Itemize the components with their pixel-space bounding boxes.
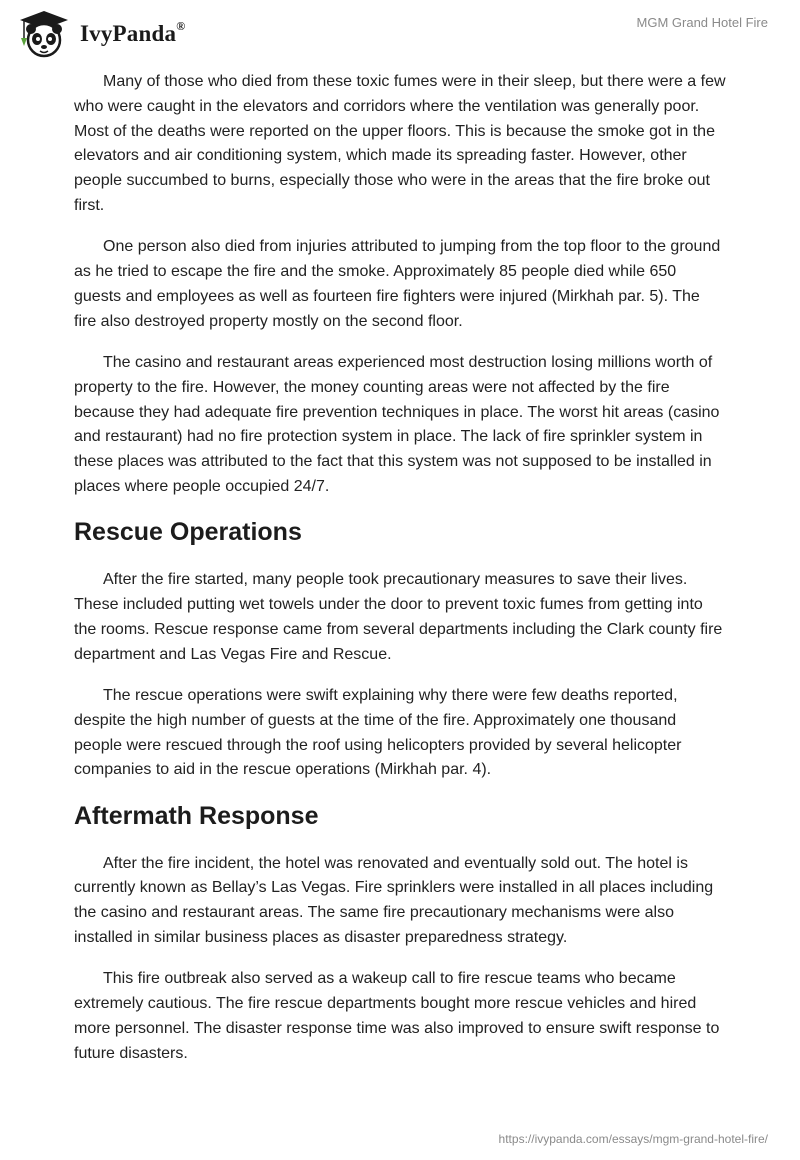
- paragraph: Many of those who died from these toxic fumes were in their sleep, but there were a few who were caught in the elevators and corridors where the ventilation was generally poor. Most of the deaths were reported on the upper floors. This is because the smoke got in the elevators and air conditioning system, which made its spreading faster. However, other people succumbed to burns, especially those who were in the areas that the fire broke out first.: [74, 73, 726, 214]
- document-title: MGM Grand Hotel Fire: [636, 15, 768, 30]
- paragraph: One person also died from injuries attributed to jumping from the top floor to the ground as he tried to escape the fire and the smoke. Approximately 85 people died while 650 guests and employees as well as fourteen fire fighters were injured (Mirkhah par. 5). The fire also destroyed property mostly on the second floor.: [74, 238, 721, 330]
- paragraph: The rescue operations were swift explaining why there were few deaths reported, despite the high number of guests at the time of the fire. Approximately one thousand people were rescued through the roof using helicopters provided by several helicopter companies to aid in the rescue operations (Mirkhah par. 4).: [74, 686, 682, 779]
- brand-name-text: IvyPanda: [80, 21, 177, 46]
- paragraph: After the fire started, many people took precautionary measures to save their lives. These included putting wet towels under the door to prevent toxic fumes from getting into the rooms. Rescue response came from several departments including the Clark county fire department and Las Vegas Fire and Rescue.: [74, 571, 723, 663]
- ivypanda-logo[interactable]: [14, 8, 185, 60]
- brand-name: [80, 21, 185, 47]
- paragraph: After the fire incident, the hotel was renovated and eventually sold out. The hotel is currently known as Bellay’s Las Vegas. Fire sprinklers were installed in all places including the casino and restaurant areas. The same fire precautionary mechanisms were also installed in similar business places as disaster preparedness strategy.: [74, 854, 714, 947]
- page-header: [0, 0, 800, 70]
- panda-graduate-icon: [14, 8, 74, 60]
- section-heading-aftermath: Aftermath Response: [74, 801, 319, 830]
- paragraph: This fire outbreak also served as a wakeup call to fire rescue teams who became extremely cautious. The fire rescue departments bought more rescue vehicles and hired more personnel. The disaster response time was also improved to ensure swift response to future disasters.: [74, 970, 720, 1062]
- paragraph: The casino and restaurant areas experienced most destruction losing millions worth of property to the fire. However, the money counting areas were not affected by the fire because they had adequate fire prevention techniques in place. The worst hit areas (casino and restaurant) had no fire protection system in place. The lack of fire sprinkler system in these places was attributed to the fact that this system was not supposed to be installed in places where people occupied 24/7.: [74, 353, 720, 495]
- registered-mark: ®: [176, 19, 186, 34]
- section-heading-rescue: Rescue Operations: [74, 518, 302, 547]
- source-url-link[interactable]: https://ivypanda.com/essays/mgm-grand-hotel-fire/: [498, 1132, 768, 1146]
- essay-body: [74, 70, 726, 1083]
